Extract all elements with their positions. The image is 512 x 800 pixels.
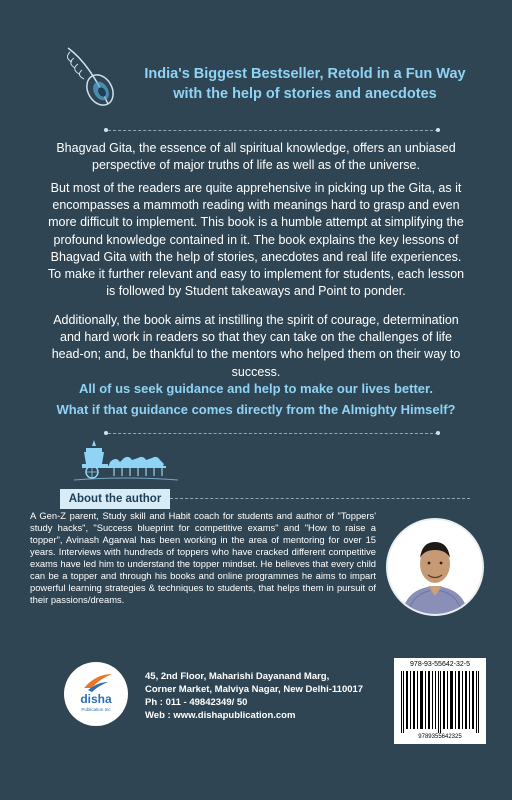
publisher-address [145,670,405,722]
tagline-2: What if that guidance comes directly from the Almighty Himself? [56,402,456,417]
isbn-top: 978-93-55642-32-5 [410,661,470,668]
phone: Ph : 011 - 49842349/ 50 [145,697,248,708]
website: Web : www.dishapublication.com [145,710,296,721]
disha-logo [64,662,128,726]
isbn-bottom: 9789355642325 [418,734,462,740]
address-line-1: 45, 2nd Floor, Maharishi Dayanand Marg, [145,671,330,682]
divider-bottom [108,433,438,434]
divider-dot [104,128,108,132]
author-divider [170,498,470,499]
divider-top [108,130,438,131]
barcode [394,658,486,744]
peacock-feather-icon [60,44,120,116]
about-author-heading: About the author [60,489,170,509]
body-paragraph-2: But most of the readers are quite apprehensive in picking up the Gita, as it encompasses a mammoth reading with meanings hard to grasp and even more difficult to implement. This book is a humble attempt at simplifying the profound knowledge contained in it. The book explains the key lessons of Bhagvad Gita with the help of stories, anecdotes and real life experiences. To make it further relevant and easy to implement for students, each lesson is followed by Student takeaways and Point to ponder. [47,181,465,299]
headline [130,64,480,104]
author-photo [386,518,484,616]
body-paragraph-3: Additionally, the book aims at instilling the spirit of courage, determination and hard work in readers so that they can take on the challenges of life head-on; and, be thankful to the mentors who helped them on their way to success. [51,313,461,379]
chariot-icon [70,438,180,488]
logo-name: disha [80,692,112,706]
divider-dot [104,431,108,435]
headline-line-2: with the help of stories and anecdotes [173,86,437,102]
author-bio: A Gen-Z parent, Study skill and Habit coach for students and author of "Toppers' study hacks", "Success blueprint for competitive exams" and "How to raise a topper", Avinash Agarwal has been working in the area of mentoring for over 15 years. Interviews with hundreds of toppers who have cracked different competitive exams have led him to understand the topper mindset. He believes that every child can be a topper and through his books and online programmes he aims to impart powerful learning strategies & techniques to students, that helps them in pursuit of their passions/dreams. [30,510,376,605]
divider-dot [436,128,440,132]
logo-subtitle: Publication Inc [81,707,111,712]
body-paragraph-1: Bhagvad Gita, the essence of all spiritual knowledge, offers an unbiased perspective of major truths of life as well as of the universe. [56,141,456,173]
tagline-1: All of us seek guidance and help to make our lives better. [79,381,433,396]
divider-dot [436,431,440,435]
barcode-bars [399,671,481,733]
headline-line-1: India's Biggest Bestseller, Retold in a Fun Way [144,66,466,82]
address-line-2: Corner Market, Malviya Nagar, New Delhi-110017 [145,684,364,695]
